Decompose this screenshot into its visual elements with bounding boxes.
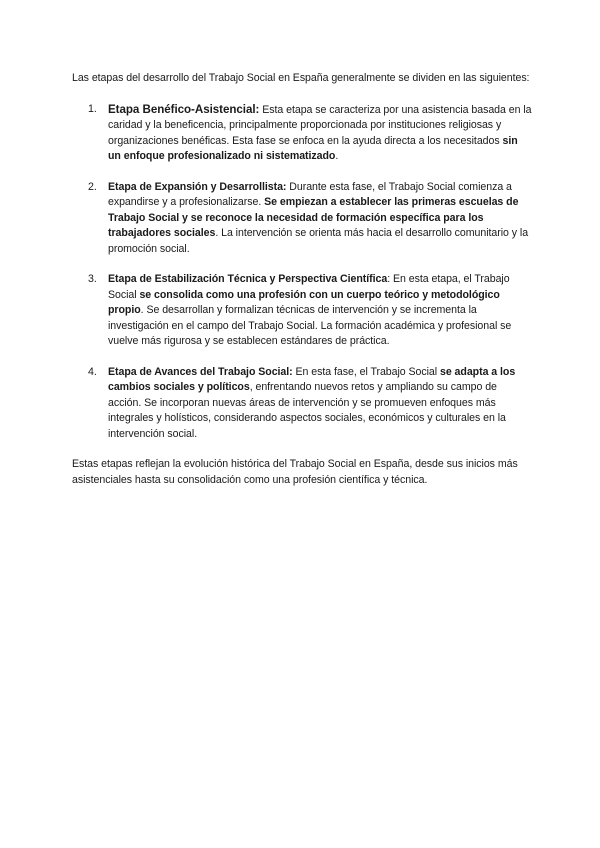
- list-number: 1.: [88, 102, 97, 115]
- stage-title: Etapa de Estabilización Técnica y Perspectiva Científica: [108, 273, 388, 285]
- list-number: 2.: [88, 180, 97, 193]
- list-item: [72, 180, 532, 258]
- list-item: [72, 102, 532, 165]
- list-item-text: [108, 365, 532, 443]
- list-item-text: [108, 272, 532, 350]
- stage-emphasis: se consolida como una profesión con un cuerpo teórico y metodológico propio: [108, 288, 500, 316]
- stage-text-end: .: [335, 150, 339, 162]
- stage-text: Durante esta fase, el Trabajo Social comienza a expandirse y a profesionalizarse.: [108, 180, 512, 208]
- list-number: 3.: [88, 273, 97, 285]
- stage-text: : En esta etapa, el Trabajo Social: [108, 273, 510, 301]
- stage-emphasis: sin un enfoque profesionalizado ni sistematizado: [108, 134, 518, 162]
- stage-text: Esta etapa se caracteriza por una asistencia basada en la caridad y la beneficencia, principalmente proporcionada por instituciones religiosas y organizaciones benéficas. Esta fase se enfoca en la ayuda directa a los necesitados: [108, 103, 532, 147]
- list-number: 4.: [88, 365, 97, 378]
- intro-paragraph: Las etapas del desarrollo del Trabajo Social en España generalmente se dividen en las siguientes:: [72, 72, 530, 84]
- stages-list: [72, 102, 532, 443]
- stage-emphasis: se adapta a los cambios sociales y políticos: [108, 365, 516, 393]
- stage-text: En esta fase, el Trabajo Social: [292, 365, 440, 378]
- document-body: [72, 71, 532, 488]
- list-item: [72, 272, 532, 350]
- list-item-text: [108, 180, 532, 258]
- stage-text-end: , enfrentando nuevos retos y ampliando su campo de acción. Se incorporan nuevas áreas de intervención y se promueven enfoques más integrales y holísticos, considerando aspectos sociales, económicos y culturales en la intervención social.: [108, 381, 506, 440]
- closing-paragraph: Estas etapas reflejan la evolución histórica del Trabajo Social en España, desde sus inicios más asistenciales hasta su consolidación como una profesión científica y técnica.: [72, 458, 518, 486]
- stage-text-end: . Se desarrollan y formalizan técnicas de intervención y se incrementa la investigación en el campo del Trabajo Social. La formación académica y profesional se vuelve más rigurosa y se establecen estándares de práctica.: [108, 304, 512, 347]
- stage-title: Etapa Benéfico-Asistencial:: [108, 102, 260, 116]
- stage-text-end: . La intervención se orienta más hacia el desarrollo comunitario y la promoción social.: [108, 227, 529, 255]
- stage-title: Etapa de Avances del Trabajo Social:: [108, 365, 293, 378]
- list-item-text: [108, 102, 532, 165]
- list-item: [72, 365, 532, 443]
- stage-emphasis: Se empiezan a establecer las primeras escuelas de Trabajo Social y se reconoce la necesidad de formación específica para los trabajadores sociales: [108, 196, 519, 239]
- stage-title: Etapa de Expansión y Desarrollista:: [108, 180, 287, 193]
